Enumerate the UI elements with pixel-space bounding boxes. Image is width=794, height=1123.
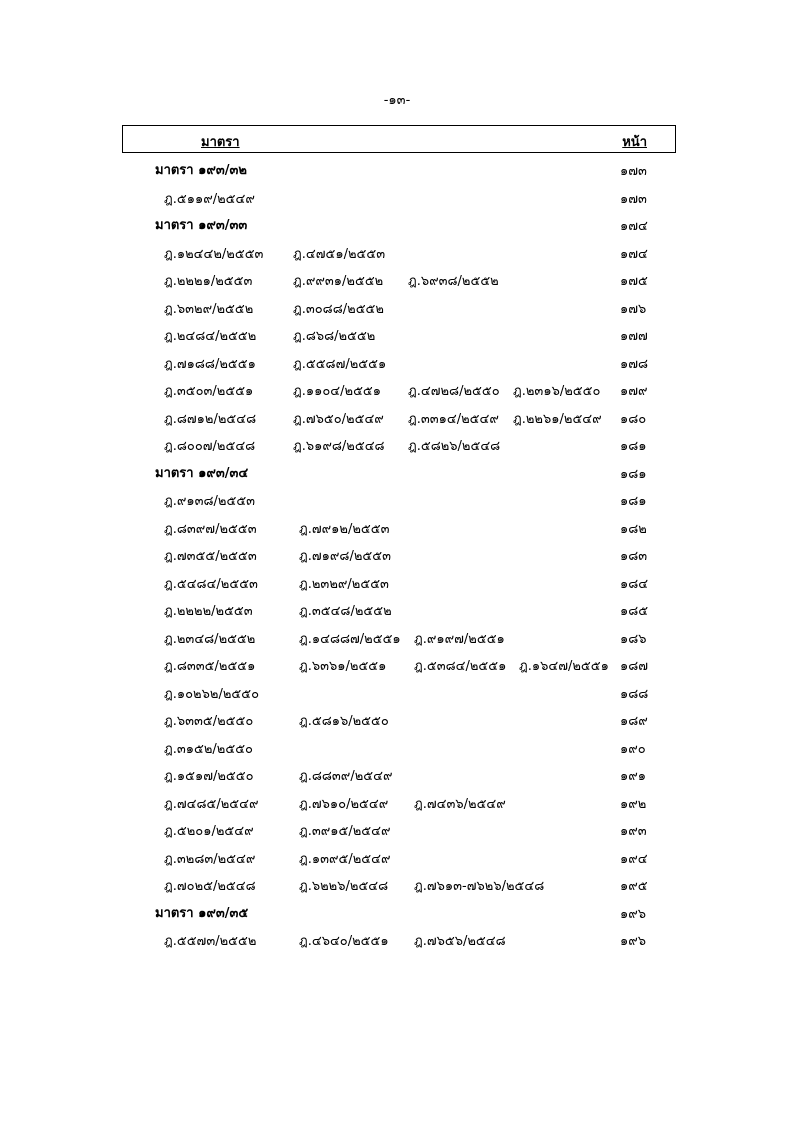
page-ref: ๑๘๔	[620, 576, 649, 592]
page-ref: ๑๙๒	[620, 796, 647, 812]
page-ref: ๑๙๕	[620, 879, 648, 894]
list-item	[0, 263, 794, 291]
case-reference: ฎ.๗๖๕๖/๒๕๔๘	[414, 934, 506, 949]
case-reference: ฎ.๗๔๓๖/๒๕๔๙	[414, 796, 506, 812]
list-item	[0, 483, 794, 511]
list-item	[0, 511, 794, 539]
page-ref: ๑๘๕	[620, 604, 649, 619]
case-reference: ฎ.๓๙๑๕/๒๕๔๙	[299, 824, 391, 839]
page-ref: ๑๘๓	[620, 549, 648, 564]
case-reference: ฎ.๑๖๔๗/๒๕๕๑	[519, 659, 609, 674]
page-ref: ๑๗๔	[620, 219, 648, 234]
list-item	[0, 923, 794, 951]
case-reference: ฎ.๗๔๘๕/๒๕๔๙	[164, 796, 259, 812]
list-item	[0, 538, 794, 566]
page-ref: ๑๘๒	[620, 521, 647, 537]
list-item	[0, 593, 794, 621]
case-reference: ฎ.๔๗๕๑/๒๕๕๓	[293, 246, 386, 262]
page-ref: ๑๘๑	[620, 439, 647, 454]
case-reference: ฎ.๕๔๘๔/๒๕๕๓	[164, 576, 258, 592]
page-column-header: หน้า	[622, 135, 647, 150]
section-row	[0, 896, 794, 924]
case-reference: ฎ.๖๙๓๘/๒๕๕๒	[408, 274, 499, 289]
list-item	[0, 401, 794, 429]
page-ref: ๑๙๔	[620, 851, 648, 867]
case-reference: ฎ.๓๑๕๒/๒๕๕๐	[164, 741, 253, 757]
list-item	[0, 841, 794, 869]
case-reference: ฎ.๑๒๔๔๒/๒๕๕๓	[164, 246, 264, 262]
case-reference: ฎ.๗๑๘๘/๒๕๕๑	[164, 356, 256, 372]
page-ref: ๑๙๑	[620, 769, 647, 784]
case-reference: ฎ.๘๐๐๗/๒๕๔๘	[164, 439, 256, 454]
list-item	[0, 786, 794, 814]
case-reference: ฎ.๕๘๑๖/๒๕๕๐	[299, 714, 389, 729]
case-reference: ฎ.๒๒๒๒/๒๕๕๓	[164, 604, 253, 619]
case-reference: ฎ.๑๑๐๔/๒๕๕๑	[293, 384, 382, 399]
case-reference: ฎ.๗๙๑๒/๒๕๕๓	[299, 521, 390, 537]
case-reference: ฎ.๒๓๒๙/๒๕๕๓	[299, 576, 389, 592]
case-reference: ฎ.๒๓๔๘/๒๕๕๒	[164, 631, 256, 647]
case-reference: ฎ.๒๒๖๑/๒๕๔๙	[513, 411, 602, 427]
case-reference: ฎ.๗๐๒๕/๒๕๔๘	[164, 879, 256, 894]
list-item	[0, 181, 794, 209]
case-reference: ฎ.๒๓๑๖/๒๕๕๐	[513, 384, 601, 399]
section-title: มาตรา ๑๙๓/๓๔	[155, 465, 249, 481]
case-reference: ฎ.๖๑๙๘/๒๕๔๘	[293, 439, 385, 454]
case-reference: ฎ.๗๖๕๐/๒๕๔๙	[293, 411, 384, 427]
case-reference: ฎ.๕๕๗๓/๒๕๕๒	[164, 934, 257, 949]
section-row	[0, 153, 794, 181]
list-item	[0, 758, 794, 786]
page-ref: ๑๘๗	[620, 659, 649, 674]
case-reference: ฎ.๓๕๔๘/๒๕๕๒	[299, 604, 392, 619]
case-reference: ฎ.๗๓๕๕/๒๕๕๓	[164, 549, 257, 564]
case-reference: ฎ.๕๕๘๗/๒๕๕๑	[293, 356, 387, 372]
list-item	[0, 373, 794, 401]
list-item	[0, 318, 794, 346]
case-reference: ฎ.๘๓๙๗/๒๕๕๓	[164, 521, 257, 537]
list-item	[0, 566, 794, 594]
case-reference: ฎ.๗๖๑๓-๗๖๒๖/๒๕๔๘	[414, 879, 545, 894]
case-reference: ฎ.๓๓๑๔/๒๕๔๙	[408, 411, 499, 427]
page-ref: ๑๙๓	[620, 824, 647, 839]
case-reference: ฎ.๔๗๒๘/๒๕๕๐	[408, 384, 500, 399]
section-column-header: มาตรา	[201, 135, 240, 150]
page-number: -๑๓-	[383, 93, 411, 108]
section-title: มาตรา ๑๙๓/๓๒	[155, 163, 247, 178]
case-reference: ฎ.๑๓๙๕/๒๕๔๙	[299, 851, 391, 867]
list-item	[0, 346, 794, 374]
page-ref: ๑๗๕	[620, 274, 648, 289]
case-reference: ฎ.๒๒๒๑/๒๕๕๓	[164, 274, 253, 289]
case-reference: ฎ.๘๘๓๙/๒๕๔๙	[299, 769, 393, 784]
case-reference: ฎ.๙๙๓๑/๒๕๕๒	[293, 274, 384, 289]
page-ref: ๑๘๐	[620, 411, 647, 427]
table-header	[122, 125, 676, 153]
list-item	[0, 676, 794, 704]
index-list	[0, 153, 794, 951]
case-reference: ฎ.๕๑๑๙/๒๕๔๙	[164, 191, 255, 207]
case-reference: ฎ.๓๕๐๓/๒๕๕๑	[164, 384, 254, 399]
page-ref: ๑๘๑	[620, 466, 647, 482]
list-item	[0, 731, 794, 759]
page-ref: ๑๘๑	[620, 494, 647, 509]
section-row	[0, 208, 794, 236]
page-ref: ๑๗๖	[620, 301, 647, 317]
case-reference: ฎ.๕๒๐๑/๒๕๔๙	[164, 824, 254, 839]
case-reference: ฎ.๖๓๒๙/๒๕๕๒	[164, 301, 254, 317]
page-ref: ๑๘๘	[620, 686, 649, 702]
list-item	[0, 813, 794, 841]
list-item	[0, 291, 794, 319]
list-item	[0, 621, 794, 649]
page-ref: ๑๗๘	[620, 356, 649, 372]
page-ref: ๑๗๔	[620, 246, 648, 262]
case-reference: ฎ.๘๓๓๕/๒๕๕๑	[164, 659, 256, 674]
case-reference: ฎ.๖๓๓๕/๒๕๕๐	[164, 714, 254, 729]
page-ref: ๑๙๖	[620, 906, 647, 922]
page-ref: ๑๗๗	[620, 329, 648, 344]
case-reference: ฎ.๕๘๒๖/๒๕๔๘	[408, 439, 501, 454]
page-ref: ๑๘๙	[620, 714, 648, 729]
case-reference: ฎ.๘๗๑๒/๒๕๔๘	[164, 411, 257, 427]
page-ref: ๑๗๙	[620, 384, 648, 399]
list-item	[0, 868, 794, 896]
list-item	[0, 648, 794, 676]
case-reference: ฎ.๓๒๘๓/๒๕๔๙	[164, 851, 256, 867]
list-item	[0, 428, 794, 456]
case-reference: ฎ.๑๐๒๖๒/๒๕๕๐	[164, 686, 259, 702]
case-reference: ฎ.๑๕๑๗/๒๕๕๐	[164, 769, 254, 784]
page-ref: ๑๗๓	[620, 191, 647, 207]
section-row	[0, 456, 794, 484]
case-reference: ฎ.๘๖๘/๒๕๕๒	[293, 329, 376, 344]
list-item	[0, 236, 794, 264]
section-title: มาตรา ๑๙๓/๓๓	[155, 218, 248, 233]
case-reference: ฎ.๗๖๑๐/๒๕๔๙	[299, 796, 389, 812]
case-reference: ฎ.๓๐๘๘/๒๕๕๒	[293, 301, 384, 317]
page-ref: ๑๙๐	[620, 741, 646, 757]
case-reference: ฎ.๒๔๘๔/๒๕๕๒	[164, 329, 257, 344]
page-ref: ๑๘๖	[620, 631, 647, 647]
page-ref: ๑๗๓	[620, 164, 647, 179]
case-reference: ฎ.๖๓๖๑/๒๕๕๑	[299, 659, 387, 674]
case-reference: ฎ.๙๑๙๗/๒๕๕๑	[414, 631, 505, 647]
page-ref: ๑๙๖	[620, 934, 647, 949]
case-reference: ฎ.๙๑๓๘/๒๕๕๓	[164, 494, 256, 509]
list-item	[0, 703, 794, 731]
case-reference: ฎ.๕๓๘๔/๒๕๕๑	[414, 659, 507, 674]
case-reference: ฎ.๑๔๘๘๗/๒๕๕๑	[299, 631, 401, 647]
case-reference: ฎ.๔๖๔๐/๒๕๕๑	[299, 934, 389, 949]
section-title: มาตรา ๑๙๓/๓๕	[155, 905, 249, 921]
case-reference: ฎ.๗๑๙๘/๒๕๕๓	[299, 549, 391, 564]
case-reference: ฎ.๖๒๒๖/๒๕๔๘	[299, 879, 389, 894]
